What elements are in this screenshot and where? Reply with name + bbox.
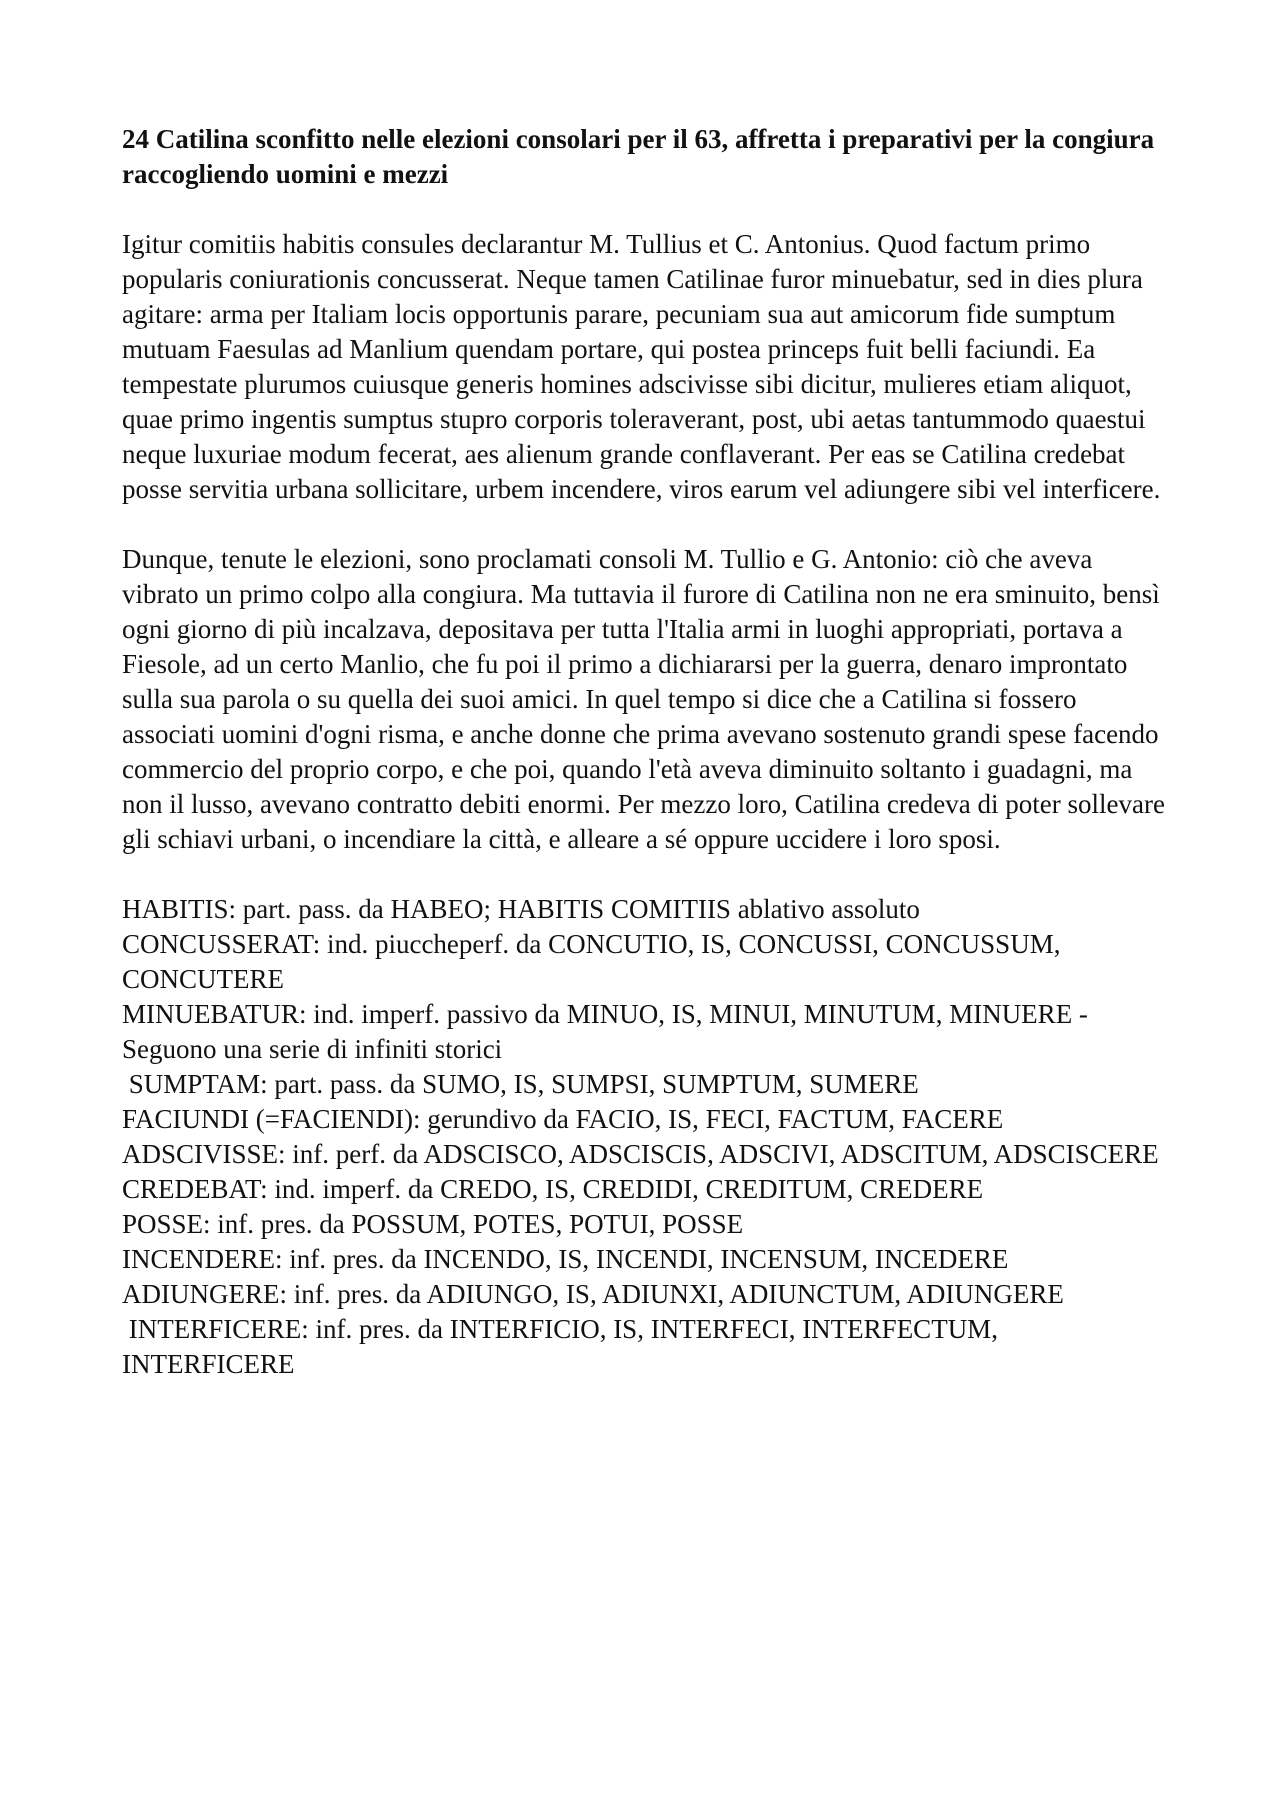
grammar-notes	[122, 892, 1172, 1382]
grammar-note: ADIUNGERE: inf. pres. da ADIUNGO, IS, ADIUNXI, ADIUNCTUM, ADIUNGERE	[122, 1279, 1064, 1309]
latin-paragraph: Igitur comitiis habitis consules declarantur M. Tullius et C. Antonius. Quod factum primo popularis coniurationis concusserat. Neque tamen Catilinae furor minuebatur, sed in dies plura agitare: arma per Italiam locis opportunis parare, pecuniam sua aut amicorum fide sumptum mutuam Faesulas ad Manlium quendam portare, qui postea princeps fuit belli faciundi. Ea tempestate plurumos cuiusque generis homines adscivisse sibi dicitur, mulieres etiam aliquot, quae primo ingentis sumptus stupro corporis toleraverant, post, ubi aetas tantummodo quaestui neque luxuriae modum fecerat, aes alienum grande conflaverant. Per eas se Catilina credebat posse servitia urbana sollicitare, urbem incendere, viros earum vel adiungere sibi vel interficere.	[122, 229, 1161, 504]
grammar-note: ADSCIVISSE: inf. perf. da ADSCISCO, ADSCISCIS, ADSCIVI, ADSCITUM, ADSCISCERE	[122, 1139, 1159, 1169]
grammar-note: FACIUNDI (=FACIENDI): gerundivo da FACIO, IS, FECI, FACTUM, FACERE	[122, 1104, 1004, 1134]
document-title: 24 Catilina sconfitto nelle elezioni consolari per il 63, affretta i preparativi per la congiura raccogliendo uomini e mezzi	[122, 124, 1155, 189]
grammar-note: POSSE: inf. pres. da POSSUM, POTES, POTUI, POSSE	[122, 1209, 744, 1239]
grammar-note: INTERFICERE: inf. pres. da INTERFICIO, IS, INTERFECI, INTERFECTUM, INTERFICERE	[122, 1314, 1005, 1379]
document-page	[122, 122, 1172, 1382]
grammar-note: CREDEBAT: ind. imperf. da CREDO, IS, CREDIDI, CREDITUM, CREDERE	[122, 1174, 984, 1204]
grammar-note: HABITIS: part. pass. da HABEO; HABITIS COMITIIS ablativo assoluto	[122, 894, 920, 924]
grammar-note: CONCUSSERAT: ind. piuccheperf. da CONCUTIO, IS, CONCUSSI, CONCUSSUM, CONCUTERE	[122, 929, 1068, 994]
grammar-note: INCENDERE: inf. pres. da INCENDO, IS, INCENDI, INCENSUM, INCEDERE	[122, 1244, 1009, 1274]
grammar-note: SUMPTAM: part. pass. da SUMO, IS, SUMPSI, SUMPTUM, SUMERE	[122, 1069, 919, 1099]
grammar-note: MINUEBATUR: ind. imperf. passivo da MINUO, IS, MINUI, MINUTUM, MINUERE - Seguono una serie di infiniti storici	[122, 999, 1095, 1064]
italian-translation-paragraph: Dunque, tenute le elezioni, sono proclamati consoli M. Tullio e G. Antonio: ciò che aveva vibrato un primo colpo alla congiura. Ma tuttavia il furore di Catilina non ne era sminuito, bensì ogni giorno di più incalzava, depositava per tutta l'Italia armi in luoghi appropriati, portava a Fiesole, ad un certo Manlio, che fu poi il primo a dichiararsi per la guerra, denaro improntato sulla sua parola o su quella dei suoi amici. In quel tempo si dice che a Catilina si fossero associati uomini d'ogni risma, e anche donne che prima avevano sostenuto grandi spese facendo commercio del proprio corpo, e che poi, quando l'età aveva diminuito soltanto i guadagni, ma non il lusso, avevano contratto debiti enormi. Per mezzo loro, Catilina credeva di poter sollevare gli schiavi urbani, o incendiare la città, e alleare a sé oppure uccidere i loro sposi.	[122, 544, 1165, 854]
